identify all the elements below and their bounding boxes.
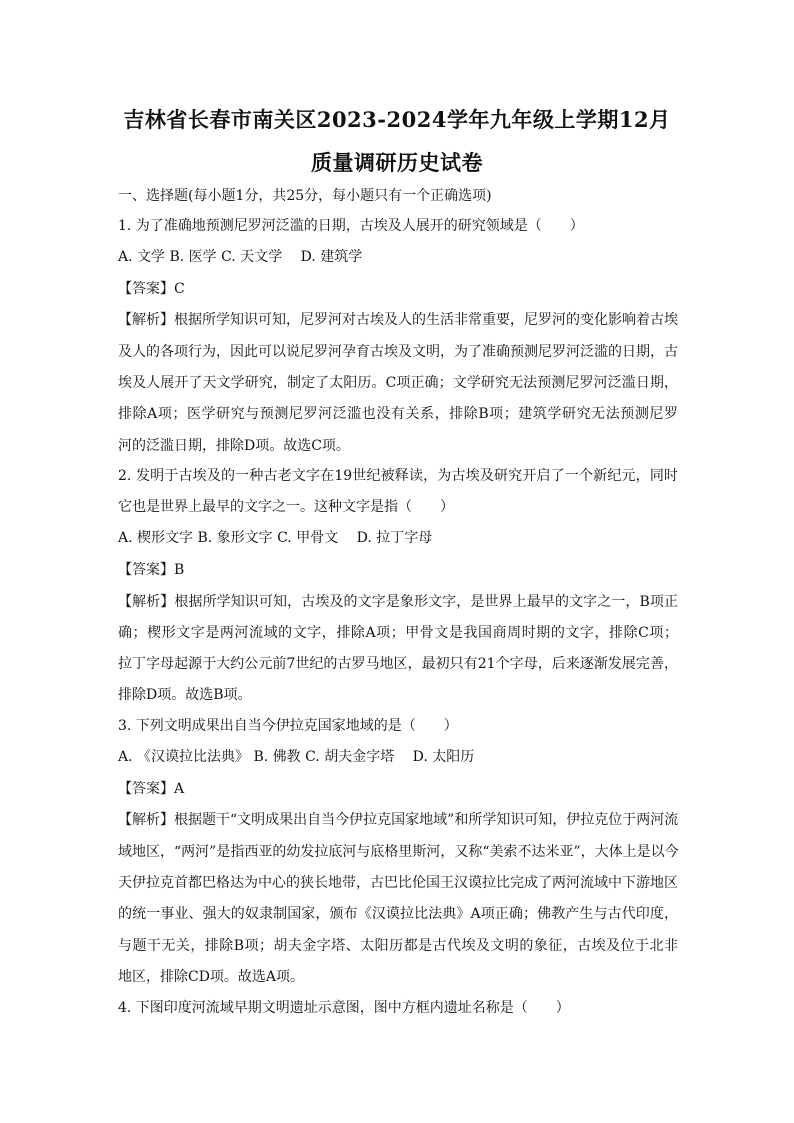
q1-answer: 【答案】C (118, 281, 185, 297)
q1-stem: 1. 为了准确地预测尼罗河泛滥的日期，古埃及人展开的研究领域是（ ） (118, 218, 584, 234)
q1-analysis-line: 排除A项；医学研究与预测尼罗河泛滥也没有关系，排除B项；建筑学研究无法预测尼罗 (118, 406, 678, 422)
q3-analysis-line: 天伊拉克首都巴格达为中心的狭长地带，古巴比伦国王汉谟拉比完成了两河流域中下游地区 (118, 875, 678, 891)
q2-analysis-line: 拉丁字母起源于大约公元前7世纪的古罗马地区，最初只有21个字母，后来逐渐发展完善， (118, 656, 678, 672)
q2-answer: 【答案】B (118, 562, 185, 578)
page-title: 吉林省长春市南关区2023-2024学年九年级上学期12月 (123, 107, 671, 132)
q2-analysis-line: 【解析】根据所学知识可知，古埃及的文字是象形文字，是世界上最早的文字之一，B项正 (118, 594, 678, 610)
q3-analysis-line: 域地区，“两河”是指西亚的幼发拉底河与底格里斯河，又称“美索不达米亚”，大体上是以今 (118, 844, 679, 860)
q3-stem: 3. 下列文明成果出自当今伊拉克国家地域的是（ ） (118, 718, 458, 734)
q3-analysis-line: 与题干无关，排除B项；胡夫金字塔、太阳历都是古代埃及文明的象征，古埃及位于北非 (118, 938, 678, 954)
page-subtitle: 质量调研历史试卷 (311, 150, 483, 175)
q2-stem-line: 它也是世界上最早的文字之一。这种文字是指（ ） (118, 499, 454, 515)
section-heading: 一、选择题(每小题1分，共25分，每小题只有一个正确选项) (118, 188, 492, 204)
q3-answer: 【答案】A (118, 781, 185, 797)
q2-options: A. 楔形文字 B. 象形文字 C. 甲骨文 D. 拉丁字母 (118, 530, 433, 546)
q2-stem-line: 2. 发明于古埃及的一种古老文字在19世纪被释读，为古埃及研究开启了一个新纪元，同时 (118, 468, 678, 484)
q1-analysis-line: 【解析】根据所学知识可知，尼罗河对古埃及人的生活非常重要，尼罗河的变化影响着古埃 (118, 312, 678, 328)
q1-options: A. 文学 B. 医学 C. 天文学 D. 建筑学 (118, 249, 363, 265)
q4-stem: 4. 下图印度河流域早期文明遗址示意图，图中方框内遗址名称是（ ） (118, 1000, 570, 1016)
q1-analysis-line: 河的泛滥日期，排除D项。故选C项。 (118, 438, 350, 454)
q1-analysis-line: 埃及人展开了天文学研究，制定了太阳历。C项正确；文学研究无法预测尼罗河泛滥日期， (118, 375, 678, 391)
q3-analysis-line: 的统一事业、强大的奴隶制国家，颁布《汉谟拉比法典》A项正确；佛教产生与古代印度， (118, 906, 678, 922)
q1-analysis-line: 及人的各项行为，因此可以说尼罗河孕育古埃及文明，为了准确预测尼罗河泛滥的日期，古 (118, 344, 678, 360)
q2-analysis-line: 排除D项。故选B项。 (118, 687, 252, 703)
q3-analysis-line: 【解析】根据题干“文明成果出自当今伊拉克国家地域”和所学知识可知，伊拉克位于两河流 (118, 812, 679, 828)
q3-analysis-line: 地区，排除CD项。故选A项。 (118, 969, 305, 985)
q2-analysis-line: 确；楔形文字是两河流域的文字，排除A项；甲骨文是我国商周时期的文字，排除C项； (118, 625, 678, 641)
q3-options: A. 《汉谟拉比法典》 B. 佛教 C. 胡夫金字塔 D. 太阳历 (118, 749, 475, 765)
